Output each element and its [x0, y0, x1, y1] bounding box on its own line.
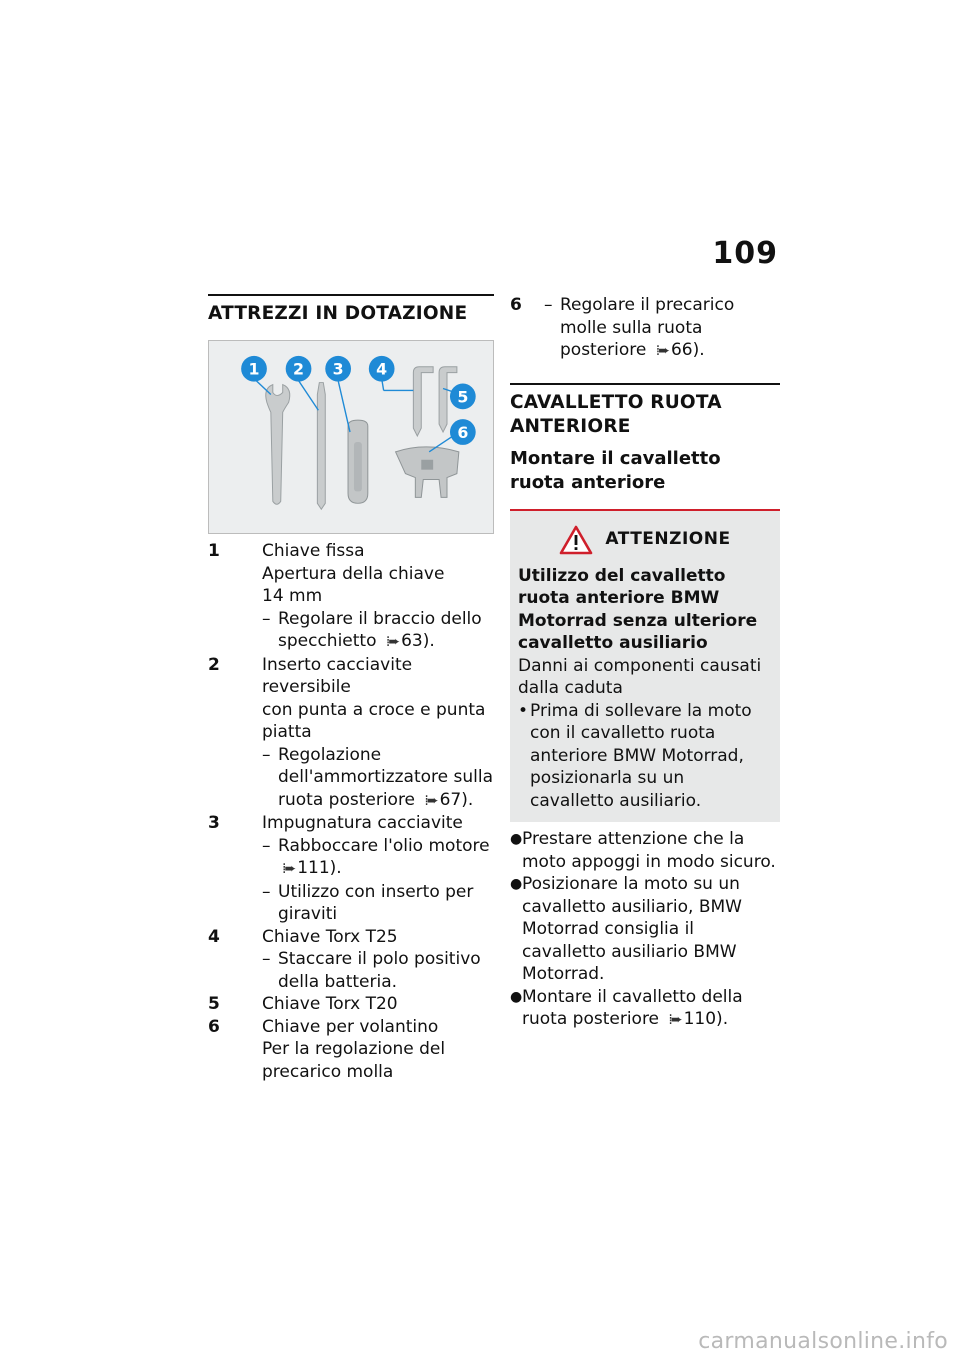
left-column: [208, 294, 494, 1083]
svg-text:2: 2: [293, 359, 305, 379]
steps-list: [510, 828, 780, 1032]
caution-box: [510, 509, 780, 823]
tool-item: [208, 812, 494, 926]
tool-description: Apertura della chiave: [262, 563, 445, 584]
reference-arrow-icon: ⁞➨: [655, 343, 668, 359]
page-reference[interactable]: ⁞➨ 63).: [382, 631, 435, 651]
tool-description: 14 mm: [262, 586, 323, 606]
tool-description: Per la regolazione del precarico molla: [262, 1039, 446, 1082]
tool-item: [208, 654, 494, 813]
section-title-front-stand: CAVALLETTO RUOTA ANTERIORE: [510, 391, 722, 437]
tool-action: – Staccare il polo positivo della batteria.: [262, 949, 481, 992]
tool-action: – Regolazione dell'ammortizzatore sulla ruota posteriore ⁞➨ 67).: [262, 744, 494, 813]
caution-title: ATTENZIONE: [605, 529, 731, 550]
spanner-icon: [266, 385, 290, 505]
action-text: Regolare il precarico molle sulla ruota posteriore ⁞➨ 66).: [560, 294, 780, 363]
right-column: [510, 294, 780, 1032]
tools-illustration: [208, 340, 494, 534]
tool-description: Chiave per volantino: [262, 1016, 439, 1037]
tool-description: Chiave fissa: [262, 541, 365, 561]
caution-subtitle: Utilizzo del cavalletto ruota anteriore BMW Motorrad senza ulteriore cavalletto ausiliario: [518, 565, 758, 653]
tool-action: – Rabboccare l'olio motore ⁞➨ 111).: [262, 835, 494, 881]
item-number: 5: [208, 994, 220, 1014]
step-item: ● Prestare attenzione che la moto appoggi in modo sicuro.: [510, 829, 776, 872]
item-number: 1: [208, 541, 220, 561]
screwdriver-handle-icon: [348, 420, 368, 503]
page-reference[interactable]: ⁞➨ 110).: [664, 1009, 728, 1029]
page-reference[interactable]: ⁞➨ 111).: [278, 858, 342, 878]
continued-item: 6 – Regolare il precarico molle sulla ruota posteriore ⁞➨ 66).: [510, 294, 780, 363]
page-reference: ⁞➨ 66).: [652, 340, 705, 360]
footer-watermark: carmanualsonline.info: [698, 1329, 948, 1354]
tool-description: Chiave Torx T20: [262, 994, 398, 1014]
screwdriver-bit-icon: [317, 383, 325, 510]
item-number: 4: [208, 926, 220, 947]
tool-item: [208, 1016, 494, 1084]
reference-arrow-icon: ⁞➨: [385, 634, 399, 650]
page-reference[interactable]: ⁞➨ 67).: [420, 790, 473, 810]
page-number: 109: [712, 236, 778, 271]
item-number: 6: [510, 295, 522, 315]
item-number: 6: [208, 1016, 220, 1037]
tool-action: – Utilizzo con inserto per giraviti: [262, 881, 474, 924]
tool-action: – Regolare il braccio dello specchietto ⁞➨ 63).: [262, 608, 494, 654]
section-title-tools: ATTREZZI IN DOTAZIONE: [208, 303, 468, 324]
tool-description: Chiave Torx T25: [262, 926, 398, 947]
tool-description: con punta a croce e punta piatta: [262, 699, 486, 742]
item-number: 2: [208, 654, 220, 675]
caution-text: Danni ai componenti causati dalla caduta: [518, 655, 762, 698]
tool-item: [208, 926, 494, 994]
tools-list: [208, 540, 494, 1083]
svg-text:1: 1: [248, 359, 260, 379]
reference-arrow-icon: ⁞➨: [668, 1012, 681, 1028]
torx-key-icon: [413, 367, 457, 436]
svg-text:5: 5: [457, 387, 469, 407]
tools-drawing: [209, 341, 493, 533]
step-item: ● Montare il cavalletto della ruota posteriore ⁞➨ 110).: [510, 986, 780, 1032]
sub-title-mount-stand: Montare il cavalletto ruota anteriore: [510, 447, 721, 493]
caution-bullet: • Prima di sollevare la moto con il cavalletto ruota anteriore BMW Motorrad, posizionarla su un cavalletto ausiliario.: [518, 700, 752, 811]
svg-text:3: 3: [332, 359, 344, 379]
reference-arrow-icon: ⁞➨: [424, 792, 437, 809]
tool-item: [208, 540, 494, 654]
warning-triangle-icon: [559, 525, 593, 555]
svg-text:6: 6: [457, 422, 469, 442]
preload-key-icon: [396, 447, 459, 497]
reference-arrow-icon: ⁞➨: [282, 861, 295, 877]
tool-description: Impugnatura cacciavite: [262, 813, 463, 833]
item-number: 3: [208, 813, 220, 833]
tool-description: Inserto cacciavite reversibile: [262, 654, 413, 697]
step-item: ● Posizionare la moto su un cavalletto ausiliario, BMW Motorrad consiglia il cavalletto ausiliario BMW Motorrad.: [510, 874, 742, 984]
tool-item: [208, 993, 494, 1016]
svg-text:4: 4: [376, 359, 388, 379]
